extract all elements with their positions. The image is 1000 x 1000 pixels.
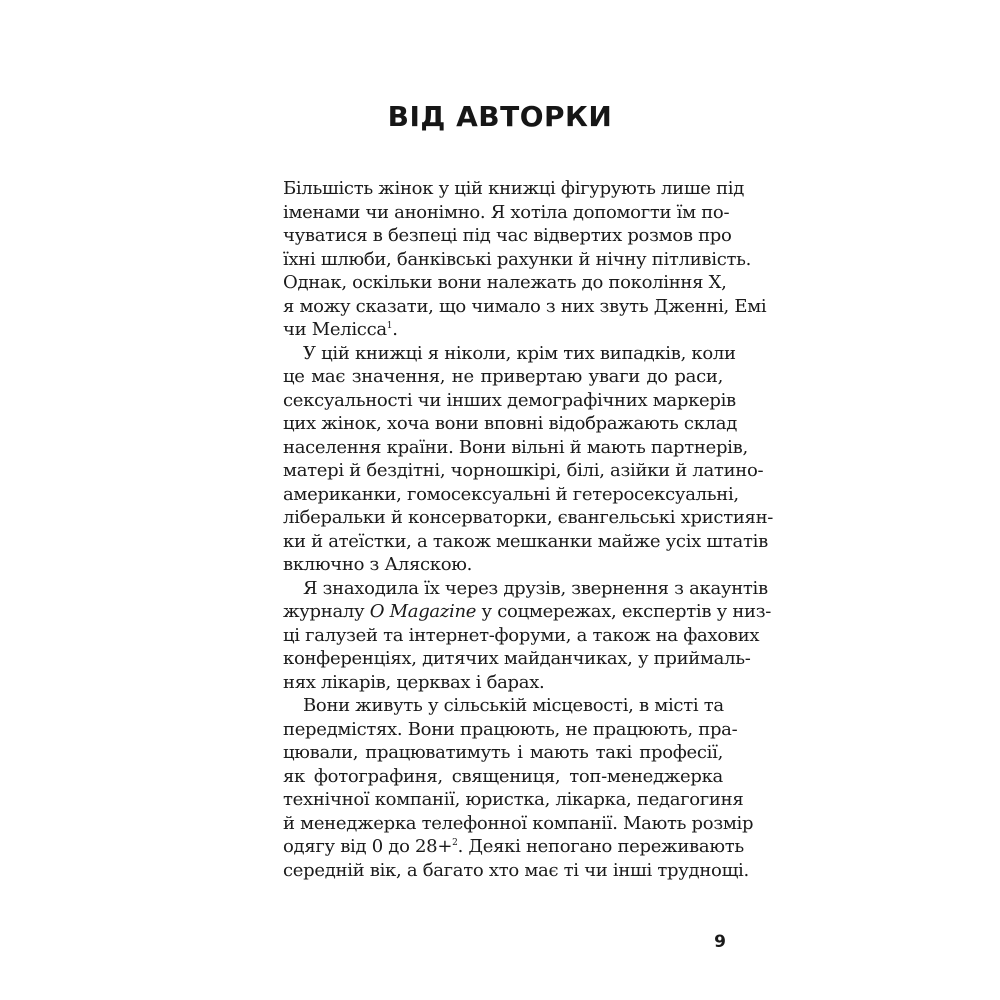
text-line: й менеджерка телефонної компанії. Мають розмір (283, 812, 754, 834)
text-line: американки, гомосексуальні й гетеросексуальні, (283, 483, 739, 505)
text-line (283, 835, 744, 859)
text-fragment: у соцмережах, експертів у низ- (476, 601, 772, 622)
text-line: передмістях. Вони працюють, не працюють, пра- (283, 718, 738, 740)
text-line: це має значення, не привертаю уваги до раси, (283, 366, 723, 387)
text-fragment: . Деякі непогано переживають (457, 836, 744, 857)
text-line: чуватися в безпеці під час відвертих розмов про (283, 225, 732, 246)
text-line: їхні шлюби, банківські рахунки й нічну пітливість. (283, 248, 752, 270)
text-fragment: одягу від 0 до 28+ (283, 836, 453, 857)
text-line: включно з Аляскою. (283, 554, 473, 575)
text-line: сексуальності чи інших демографічних маркерів (283, 389, 736, 411)
text-line: Однак, оскільки вони належать до покоління Х, (283, 272, 727, 293)
page-number: 9 (714, 932, 726, 952)
footnote-marker-1: 1 (386, 321, 393, 331)
footnote-marker-2: 2 (452, 838, 458, 848)
text-line: як фотографиня, священиця, топ-менеджерка (283, 765, 723, 787)
body-text (283, 177, 774, 882)
text-line: цювали, працюватимуть і мають такі професії, (283, 742, 723, 763)
text-line: населення країни. Вони вільні й мають партнерів, (283, 436, 748, 458)
text-line: технічної компанії, юристка, лікарка, педагогиня (283, 789, 744, 810)
chapter-title: ВІД АВТОРКИ (387, 100, 613, 133)
text-line: матері й бездітні, чорношкірі, білі, азійки й латино- (283, 460, 764, 481)
text-line: У цій книжці я ніколи, крім тих випадків, коли (303, 342, 736, 364)
text-line: Я знаходила їх через друзів, звернення з акаунтів (303, 577, 768, 599)
text-line: ки й атеїстки, а також мешканки майже усіх штатів (283, 530, 768, 552)
text-line: чи Мелісса$^1$. (283, 319, 398, 340)
text-line: іменами чи анонімно. Я хотіла допомогти їм по- (283, 201, 730, 223)
paragraph-3 (283, 577, 772, 695)
paragraph-1 (283, 177, 767, 342)
text-line: Більшість жінок у цій книжці фігурують лише під (283, 178, 745, 199)
paragraph-4 (283, 694, 754, 882)
text-line: нях лікарів, церквах і барах. (283, 671, 545, 693)
text-line: Вони живуть у сільській місцевості, в місті та (303, 695, 724, 716)
text-line: ліберальки й консерваторки, євангельські християн- (283, 507, 774, 528)
text-line: я можу сказати, що чимало з них звуть Дженні, Емі (283, 295, 767, 317)
text-line (283, 600, 772, 624)
text-line: ці галузей та інтернет-форуми, а також на фахових (283, 624, 760, 646)
text-fragment: журналу (283, 601, 370, 622)
text-line: середній вік, а багато хто має ті чи інші труднощі. (283, 859, 749, 881)
paragraph-2 (283, 342, 774, 577)
text-line: конференціях, дитячих майданчиках, у приймаль- (283, 648, 751, 669)
magazine-title: O Magazine (369, 601, 477, 622)
text-fragment: чи Мелісса (283, 319, 387, 340)
text-line: цих жінок, хоча вони вповні відображають склад (283, 413, 738, 434)
